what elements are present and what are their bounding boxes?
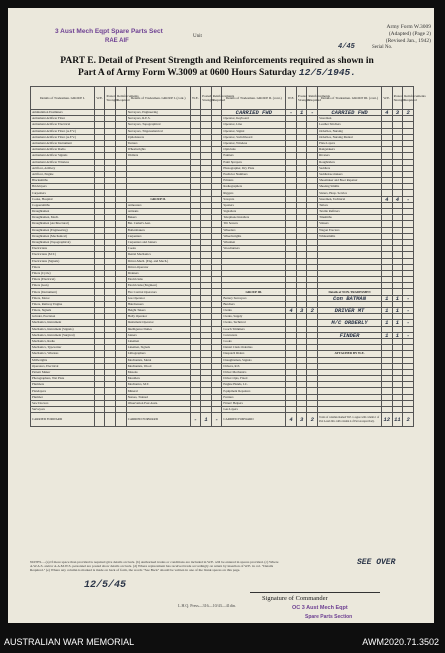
trade-cell: Height Takers (126, 308, 190, 314)
col-strength: Posted Strength (296, 87, 307, 110)
trade-cell: Pattern Maker (31, 369, 95, 375)
trade-cell: Surveyors, Trigonometrical (126, 128, 190, 134)
trade-cell: Welders (126, 153, 190, 159)
trade-cell: Armament Artificer Fitter (31, 116, 95, 122)
trade-cell: ATTACHED BY W.E. (318, 351, 382, 357)
trade-cell: Surveyors, R.E.S. (126, 116, 190, 122)
form-adapted: (Adapted) (Page 2) (388, 31, 431, 37)
value-cell: - (307, 110, 318, 116)
col-reinf: Reinforcements Required (307, 87, 318, 110)
value-cell: 1 (296, 110, 307, 116)
trade-cell: Linemen (126, 338, 190, 344)
col-group-iii-cont: Details of Tradesmen. GROUP III. (cont.) (318, 87, 382, 110)
trade-cell: Lithographers (126, 351, 190, 357)
col-reinf: Reinforcements Required (403, 87, 414, 110)
trade-cell: Surveyors, Topographical (126, 122, 190, 128)
carried-forward-row (31, 413, 414, 427)
trade-cell: Armourers (126, 202, 190, 208)
trade-cell: Fitters (Instrument) (31, 289, 95, 295)
trade-cell: Butchers (222, 301, 286, 307)
trade-cell: Coppersmiths (31, 202, 95, 208)
trade-cell: Orderlies, Nursing (318, 128, 382, 134)
page-title (32, 55, 402, 79)
col-we: W.E. (286, 87, 297, 110)
trade-cell: Surveyors (31, 407, 95, 413)
trade-cell: Carpenters and Joiners (126, 239, 190, 245)
value-cell: 2 (403, 110, 414, 116)
trade-cell: Gas Operator (126, 295, 190, 301)
value-cell: 1 (392, 320, 403, 326)
trade-cell: Holly Operator (126, 314, 190, 320)
serial-label: Serial No. (372, 45, 393, 50)
col-strength: Posted Strength (392, 87, 403, 110)
trade-cell: Electricians (31, 246, 95, 252)
trade-cell: Rangetakers (318, 147, 382, 153)
value-cell: - (403, 320, 414, 326)
trade-cell: Orderlies, Nursing Mental (318, 134, 382, 140)
cf-label-3: CARRIED FORWARD (222, 413, 286, 427)
trade-cell: Observation Post Assts. (126, 400, 190, 406)
trade-cell: CARRIED FWD (318, 110, 382, 116)
cf-g1-st (105, 413, 116, 427)
serial-prefix: 4/45 (338, 43, 355, 51)
trade-cell: Dental Clerk Orderlies (222, 345, 286, 351)
trade-cell: Textile Refitters (318, 209, 382, 215)
value-cell: 1 (392, 295, 403, 301)
trade-cell: Engine Hands, I.C. (222, 382, 286, 388)
trade-cell: Upholsterers (126, 134, 190, 140)
trade-cell: Sisters, Hosp. Service (318, 190, 382, 196)
trade-cell: Joiners (126, 332, 190, 338)
trade-cell: Operator, Switchboard (222, 134, 286, 140)
trade-cell: Riveters (318, 153, 382, 159)
total-st: 11 (392, 413, 403, 427)
cf-g3-st: 3 (296, 413, 307, 427)
trade-cell: Turners (126, 140, 190, 146)
trade-cell: Plate Layers (318, 140, 382, 146)
trade-cell: Instrument Operator (126, 320, 190, 326)
value-cell: - (403, 196, 414, 202)
form-revised: (Revised Jan., 1942) (385, 38, 431, 44)
trade-cell: Plumbers (31, 382, 95, 388)
strength-table (30, 86, 426, 427)
value-cell: 4 (381, 196, 392, 202)
trade-cell: Wiremen (222, 239, 286, 245)
cf-g3-rf: 2 (307, 413, 318, 427)
trade-cell: Drivers, R.E. (222, 363, 286, 369)
trade-cell: Linemen, Signals (126, 345, 190, 351)
trade-cell: Radiographers (222, 184, 286, 190)
value-cell: 4 (392, 196, 403, 202)
trade-cell: Operator, Wireless (222, 140, 286, 146)
trade-cell: Saw Doctors (31, 400, 95, 406)
col-reinf: Reinforcements Required (211, 87, 222, 110)
trade-cell: Hairdressers (126, 301, 190, 307)
commander-stamp-sub: Spare Parts Section (305, 614, 353, 620)
trade-cell: Draughtsmen (Topographical) (31, 239, 95, 245)
trade-cell: CARRIED FWD (222, 110, 286, 116)
trade-cell: Saddlers (318, 165, 382, 171)
trade-cell: Tinsmiths (318, 215, 382, 221)
value-cell: 3 (296, 308, 307, 314)
trade-cell: Armament Artificer Fitter (A.F.V.) (31, 128, 95, 134)
trade-cell: Electricians (M.T.) (31, 252, 95, 258)
handwritten-date: 12/5/45 (84, 580, 127, 591)
trade-cell: Mineral (126, 388, 190, 394)
trade-cell: Concreters (222, 332, 286, 338)
trade-cell: Mechanics, Instrument (31, 320, 95, 326)
value-cell: 4 (286, 308, 297, 314)
trade-cell: Storemen, Technical (318, 196, 382, 202)
footer-credit: AUSTRALIAN WAR MEMORIAL (4, 637, 135, 647)
cf-g2-rf: - (211, 413, 222, 427)
trade-cell: Equipment Repairers (222, 388, 286, 394)
trade-cell: Storeman (318, 116, 382, 122)
print-line: L.H.Q. Press—316—10/43—41din. (178, 603, 236, 608)
value-cell: 1 (381, 332, 392, 338)
trade-cell: FINDER (318, 332, 382, 338)
trade-cell: Armament Artificer Electrical (31, 122, 95, 128)
trade-cell: Bat. Camel's Asst. (126, 221, 190, 227)
trade-cell: Draughtsmen, Mech. (31, 215, 95, 221)
trade-cell: Armament Artificer Radio (31, 147, 95, 153)
trade-cell: Tailors (318, 202, 382, 208)
trade-cell: Cooks (126, 246, 190, 252)
trade-cell: Wheelwrights (222, 233, 286, 239)
archive-footer (0, 635, 445, 653)
form-reference (386, 24, 431, 45)
trade-cell: Electricians (Engineer) (126, 283, 190, 289)
trade-cell: Despatch Riders (222, 351, 286, 357)
trade-cell: Gas Layers (222, 407, 286, 413)
col-strength: Posted Strength (201, 87, 212, 110)
trade-cell: Fitters, Signals (31, 308, 95, 314)
trade-cell: Electricians (126, 277, 190, 283)
cf-g3-we: 4 (286, 413, 297, 427)
trade-cell: Fire Control Operators (126, 289, 190, 295)
col-we: W.E. (381, 87, 392, 110)
trade-cell: Signallers (222, 209, 286, 215)
trade-cell: Shoemaker and Boot Repairer (318, 178, 382, 184)
unit-stamp: 3 Aust Mech Eqpt Spare Parts Sect (55, 28, 163, 35)
trade-cell: Clerks, Technical (222, 320, 286, 326)
title-date: 12/5/1945. (298, 67, 356, 78)
trade-cell: Details of NON-TRADESMEN (318, 289, 382, 295)
trade-cell: Draughtsmen (Engineering) (31, 227, 95, 233)
trade-cell: Roughriders (318, 159, 382, 165)
trade-cell: Carpenters (31, 190, 95, 196)
table-body (31, 110, 414, 413)
commander-stamp: OC 3 Aust Mech Eqpt (292, 605, 348, 611)
value-cell: - (403, 332, 414, 338)
cf-g2-we: - (190, 413, 201, 427)
value-cell: 1 (392, 308, 403, 314)
trade-cell: Cooks, Hospital (31, 196, 95, 202)
value-cell: 2 (307, 308, 318, 314)
notes: NOTES.—(a) If more space than provided is required give details on back. (b) Authorised trades or conditions are included in W.E. will be entered in spaces provided. (c) Where A.W.A.S. and/or A.A.M.W.S. personnel are posted show details on back. (d) Where replacement has received trade accordingly on return by insertion of W.E. in col. "Details Required." (e) Where any column is marked is made on back of form, the words "See Back" should be written in one of the blank spaces on this page. (30, 560, 279, 573)
trade-cell: Saddletree makers (318, 171, 382, 177)
cf-label-1: CARRIED FORWARD (31, 413, 95, 427)
trade-cell: Operator, Keyboard (222, 116, 286, 122)
value-cell: - (403, 308, 414, 314)
trade-cell: Masons (126, 369, 190, 375)
trade-cell: Wheelers (222, 227, 286, 233)
trade-cell: Operator, Signal (222, 128, 286, 134)
trade-cell: DRIVER MT (318, 308, 382, 314)
trade-cell: Millwrights (31, 357, 95, 363)
trade-cell: Coach Trimmers (222, 326, 286, 332)
signature-label: Signature of Commander (262, 595, 328, 602)
col-group-i: Details of Tradesmen. GROUP I. (31, 87, 95, 110)
trade-cell: Tilt Sewers (222, 221, 286, 227)
trade-cell: Armament Artificer Instrument (31, 140, 95, 146)
col-group-i-cont: Details of Tradesmen. GROUP I. (cont.) (126, 87, 190, 110)
trade-cell: Boilermakers (126, 227, 190, 233)
trade-cell: Drainers (126, 270, 190, 276)
trade-cell: Mechanists, Metal (126, 357, 190, 363)
signature-line (250, 592, 380, 593)
trade-cell: GROUP II. (126, 196, 190, 202)
trade-cell: Driver-Mech. (Eng. and Mech.) (126, 258, 190, 264)
unit-stamp-sub: RAE AIF (105, 38, 129, 44)
trade-cell: Bricklayers (31, 184, 95, 190)
trade-cell: Photographer, Dry Plate (222, 165, 286, 171)
see-over-note: SEE OVER (357, 558, 396, 567)
trade-cell: Mechanics, M.T. (126, 382, 190, 388)
trade-cell: Fitters (Electrical) (31, 277, 95, 283)
trade-cell: Draughtsmen, Signals (222, 357, 286, 363)
trade-cell: Ammunition Examiners (31, 110, 95, 116)
trade-cell: Draughtsmen (Mechanical) (31, 233, 95, 239)
trade-cell: Fitters, Motor (31, 295, 95, 301)
col-we: W.E. (94, 87, 105, 110)
trade-cell: Grinder, Precision (31, 314, 95, 320)
trade-cell: Woodturners (222, 246, 286, 252)
trade-cell: Spotters (222, 202, 286, 208)
trade-cell: Fitters' Helpers (222, 400, 286, 406)
trade-cell: Armament Artificer Fitter (A.F.V.) (31, 134, 95, 140)
trade-cell: Driver Mechanics (222, 369, 286, 375)
trade-cell: Draughtsmen (Architectural) (31, 221, 95, 227)
value-cell: 1 (381, 320, 392, 326)
trade-cell: Photographers, Wet Plate (31, 376, 95, 382)
cf-g1-rf (116, 413, 127, 427)
trade-cell: Mechanics, Typewriter (31, 345, 95, 351)
footer-accession: AWM2020.71.3502 (362, 637, 439, 647)
trade-cell: Furriers (222, 394, 286, 400)
trade-cell: Artisans (126, 209, 190, 215)
trade-cell: Wheelwrights (126, 147, 190, 153)
totals-note: Totals of columns marked W.E. to agree with column 1 of Part A and ditto with column 4 of Part A respectively. (318, 413, 382, 427)
trade-cell: Driver-Operator (126, 264, 190, 270)
trade-cell: Operator, Line (222, 122, 286, 128)
trade-cell: Telephone Installers (222, 215, 286, 221)
trade-cell: Nurses, Trained (126, 394, 190, 400)
trade-cell: Plumber (31, 394, 95, 400)
trade-cell: Operators, Electrical (31, 363, 95, 369)
value-cell: 1 (381, 308, 392, 314)
value-cell: 1 (392, 332, 403, 338)
trade-cell: Valuers (318, 221, 382, 227)
trade-cell: Cooks (222, 338, 286, 344)
value-cell: - (286, 110, 297, 116)
trade-cell: Opticians (222, 147, 286, 153)
trade-cell: Clerks, Supply (222, 314, 286, 320)
col-strength: Posted Strength (105, 87, 116, 110)
trade-cell: Whitesmiths (318, 233, 382, 239)
value-cell: 3 (392, 110, 403, 116)
col-reinf: Reinforcements Required (116, 87, 127, 110)
trade-cell: Paint Sprayers (222, 159, 286, 165)
col-group-ii-cont: Details of Tradesmen. GROUP II. (cont.) (222, 87, 286, 110)
trade-cell: Painters (222, 153, 286, 159)
trade-cell: Sawyers (222, 196, 286, 202)
trade-cell: Shoeing Smiths (318, 184, 382, 190)
trade-cell: Fitters (31, 264, 95, 270)
cf-label-2: CARRIED FORWARD (126, 413, 190, 427)
trade-cell: Blacksmiths (31, 178, 95, 184)
trade-cell: Mechanics, Wireless (31, 351, 95, 357)
cf-g2-st: 1 (201, 413, 212, 427)
trade-cell: Dental Mechanics (126, 252, 190, 258)
trade-cell: Mechanics, Instrument (Surgical) (31, 332, 95, 338)
trade-cell: Clerks (222, 308, 286, 314)
trade-cell: Riggers (222, 190, 286, 196)
trade-cell: Fitters (Cycle) (31, 270, 95, 276)
trade-cell: Bakers (126, 215, 190, 221)
col-we: W.E. (190, 87, 201, 110)
trade-cell: Fitters (Gun) (31, 283, 95, 289)
trade-cell: Intelligence Duties (126, 326, 190, 332)
value-cell: - (403, 295, 414, 301)
trade-cell: M/C ORDERLY (318, 320, 382, 326)
value-cell: 4 (381, 110, 392, 116)
title-line-1: PART E. Detail of Present Strength and Reinforcements required as shown in (60, 56, 374, 66)
trade-cell: Artificer, Artillery (31, 165, 95, 171)
trade-cell: Driver Opts, Fixed (222, 376, 286, 382)
trade-cell: Carpenters (126, 233, 190, 239)
trade-cell: Battery Surveyors (222, 295, 286, 301)
trade-cell: Wagon Erectors (318, 227, 382, 233)
value-cell: 1 (381, 295, 392, 301)
trade-cell: Moulders (126, 376, 190, 382)
unit-label: Unit (193, 34, 202, 39)
trade-cell: Surveyors, Engineering (126, 110, 190, 116)
trade-cell: Platelayers (31, 388, 95, 394)
trade-cell: Mechanists, Wood (126, 363, 190, 369)
trade-cell: Fitters, Railway Engine (31, 301, 95, 307)
trade-cell: Artificer, Engine (31, 171, 95, 177)
trade-cell: Mechanics, Instrument (Signals) (31, 326, 95, 332)
trade-cell: Printers (222, 178, 286, 184)
trade-cell: Electricians (Signals) (31, 258, 95, 264)
trade-cell: Predictor Numbers (222, 171, 286, 177)
title-line-2: Part A of Army Form W.3009 at 0600 Hours Saturday 12/5/1945. (78, 67, 356, 78)
form-title: Army Form W.3009 (386, 24, 431, 30)
trade-cell: Mechanics, Radio (31, 338, 95, 344)
trade-cell: Con BATMAN (318, 295, 382, 301)
total-rf: 2 (403, 413, 414, 427)
total-we: 12 (381, 413, 392, 427)
trade-cell: Armament Artificer Wireless (31, 159, 95, 165)
trade-cell: GROUP III. (222, 289, 286, 295)
trade-cell: Leather Stitchers (318, 122, 382, 128)
trade-cell: Draughtsmen (31, 209, 95, 215)
cf-g1-we (94, 413, 105, 427)
table-header-row (31, 87, 414, 110)
trade-cell: Armament Artificer Signals (31, 153, 95, 159)
